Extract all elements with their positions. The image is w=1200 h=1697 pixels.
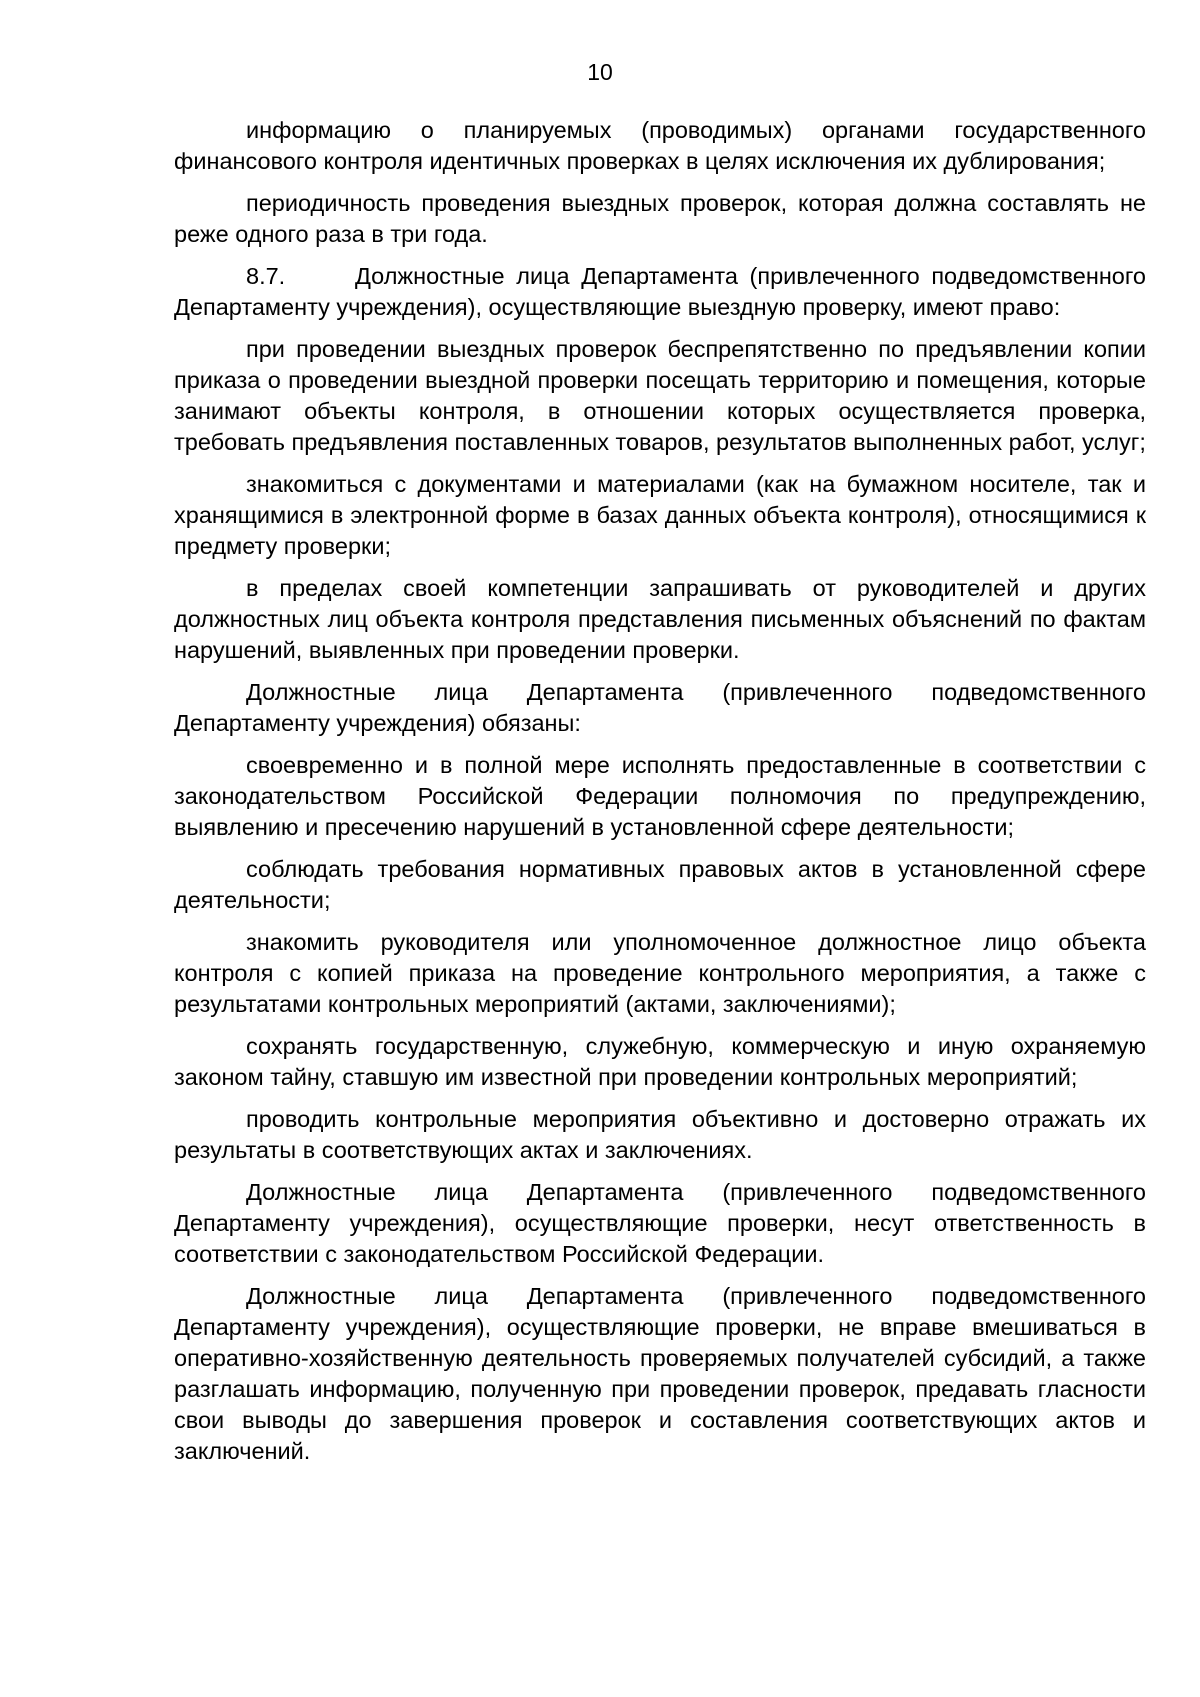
- paragraph: соблюдать требования нормативных правовых актов в установленной сфере деятельности;: [174, 856, 1146, 913]
- document-body: [174, 115, 1146, 1478]
- paragraph: периодичность проведения выездных проверок, которая должна составлять не реже одного раза в три года.: [174, 190, 1146, 247]
- paragraph-section-8-7: 8.7. Должностные лица Департамента (привлеченного подведомственного Департаменту учреждения), осуществляющие выездную проверку, имеют право:: [174, 263, 1146, 320]
- page-number: 10: [587, 59, 613, 85]
- paragraph: своевременно и в полной мере исполнять предоставленные в соответствии с законодательством Российской Федерации полномочия по предупреждению, выявлению и пресечению нарушений в установленной сфере деятельности;: [174, 752, 1146, 840]
- paragraph: проводить контрольные мероприятия объективно и достоверно отражать их результаты в соответствующих актах и заключениях.: [174, 1106, 1146, 1163]
- paragraph: при проведении выездных проверок беспрепятственно по предъявлении копии приказа о проведении выездной проверки посещать территорию и помещения, которые занимают объекты контроля, в отношении которых осуществляется проверка, требовать предъявления поставленных товаров, результатов выполненных работ, услуг;: [174, 336, 1146, 455]
- paragraph: знакомиться с документами и материалами (как на бумажном носителе, так и хранящимися в электронной форме в базах данных объекта контроля), относящимися к предмету проверки;: [174, 471, 1146, 559]
- paragraph: в пределах своей компетенции запрашивать от руководителей и других должностных лиц объекта контроля представления письменных объяснений по фактам нарушений, выявленных при проведении проверки.: [174, 575, 1146, 663]
- paragraph: Должностные лица Департамента (привлеченного подведомственного Департаменту учреждения), осуществляющие проверки, несут ответственность в соответствии с законодательством Российской Федерации.: [174, 1179, 1146, 1267]
- paragraph: знакомить руководителя или уполномоченное должностное лицо объекта контроля с копией приказа на проведение контрольного мероприятия, а также с результатами контрольных мероприятий (актами, заключениями);: [174, 929, 1146, 1017]
- paragraph: информацию о планируемых (проводимых) органами государственного финансового контроля идентичных проверках в целях исключения их дублирования;: [174, 117, 1146, 174]
- paragraph: сохранять государственную, служебную, коммерческую и иную охраняемую законом тайну, ставшую им известной при проведении контрольных мероприятий;: [174, 1033, 1146, 1090]
- paragraph: Должностные лица Департамента (привлеченного подведомственного Департаменту учреждения) обязаны:: [174, 679, 1146, 736]
- paragraph: Должностные лица Департамента (привлеченного подведомственного Департаменту учреждения), осуществляющие проверки, не вправе вмешиваться в оперативно-хозяйственную деятельность проверяемых получателей субсидий, а также разглашать информацию, полученную при проведении проверок, предавать гласности свои выводы до завершения проверок и составления соответствующих актов и заключений.: [174, 1283, 1146, 1464]
